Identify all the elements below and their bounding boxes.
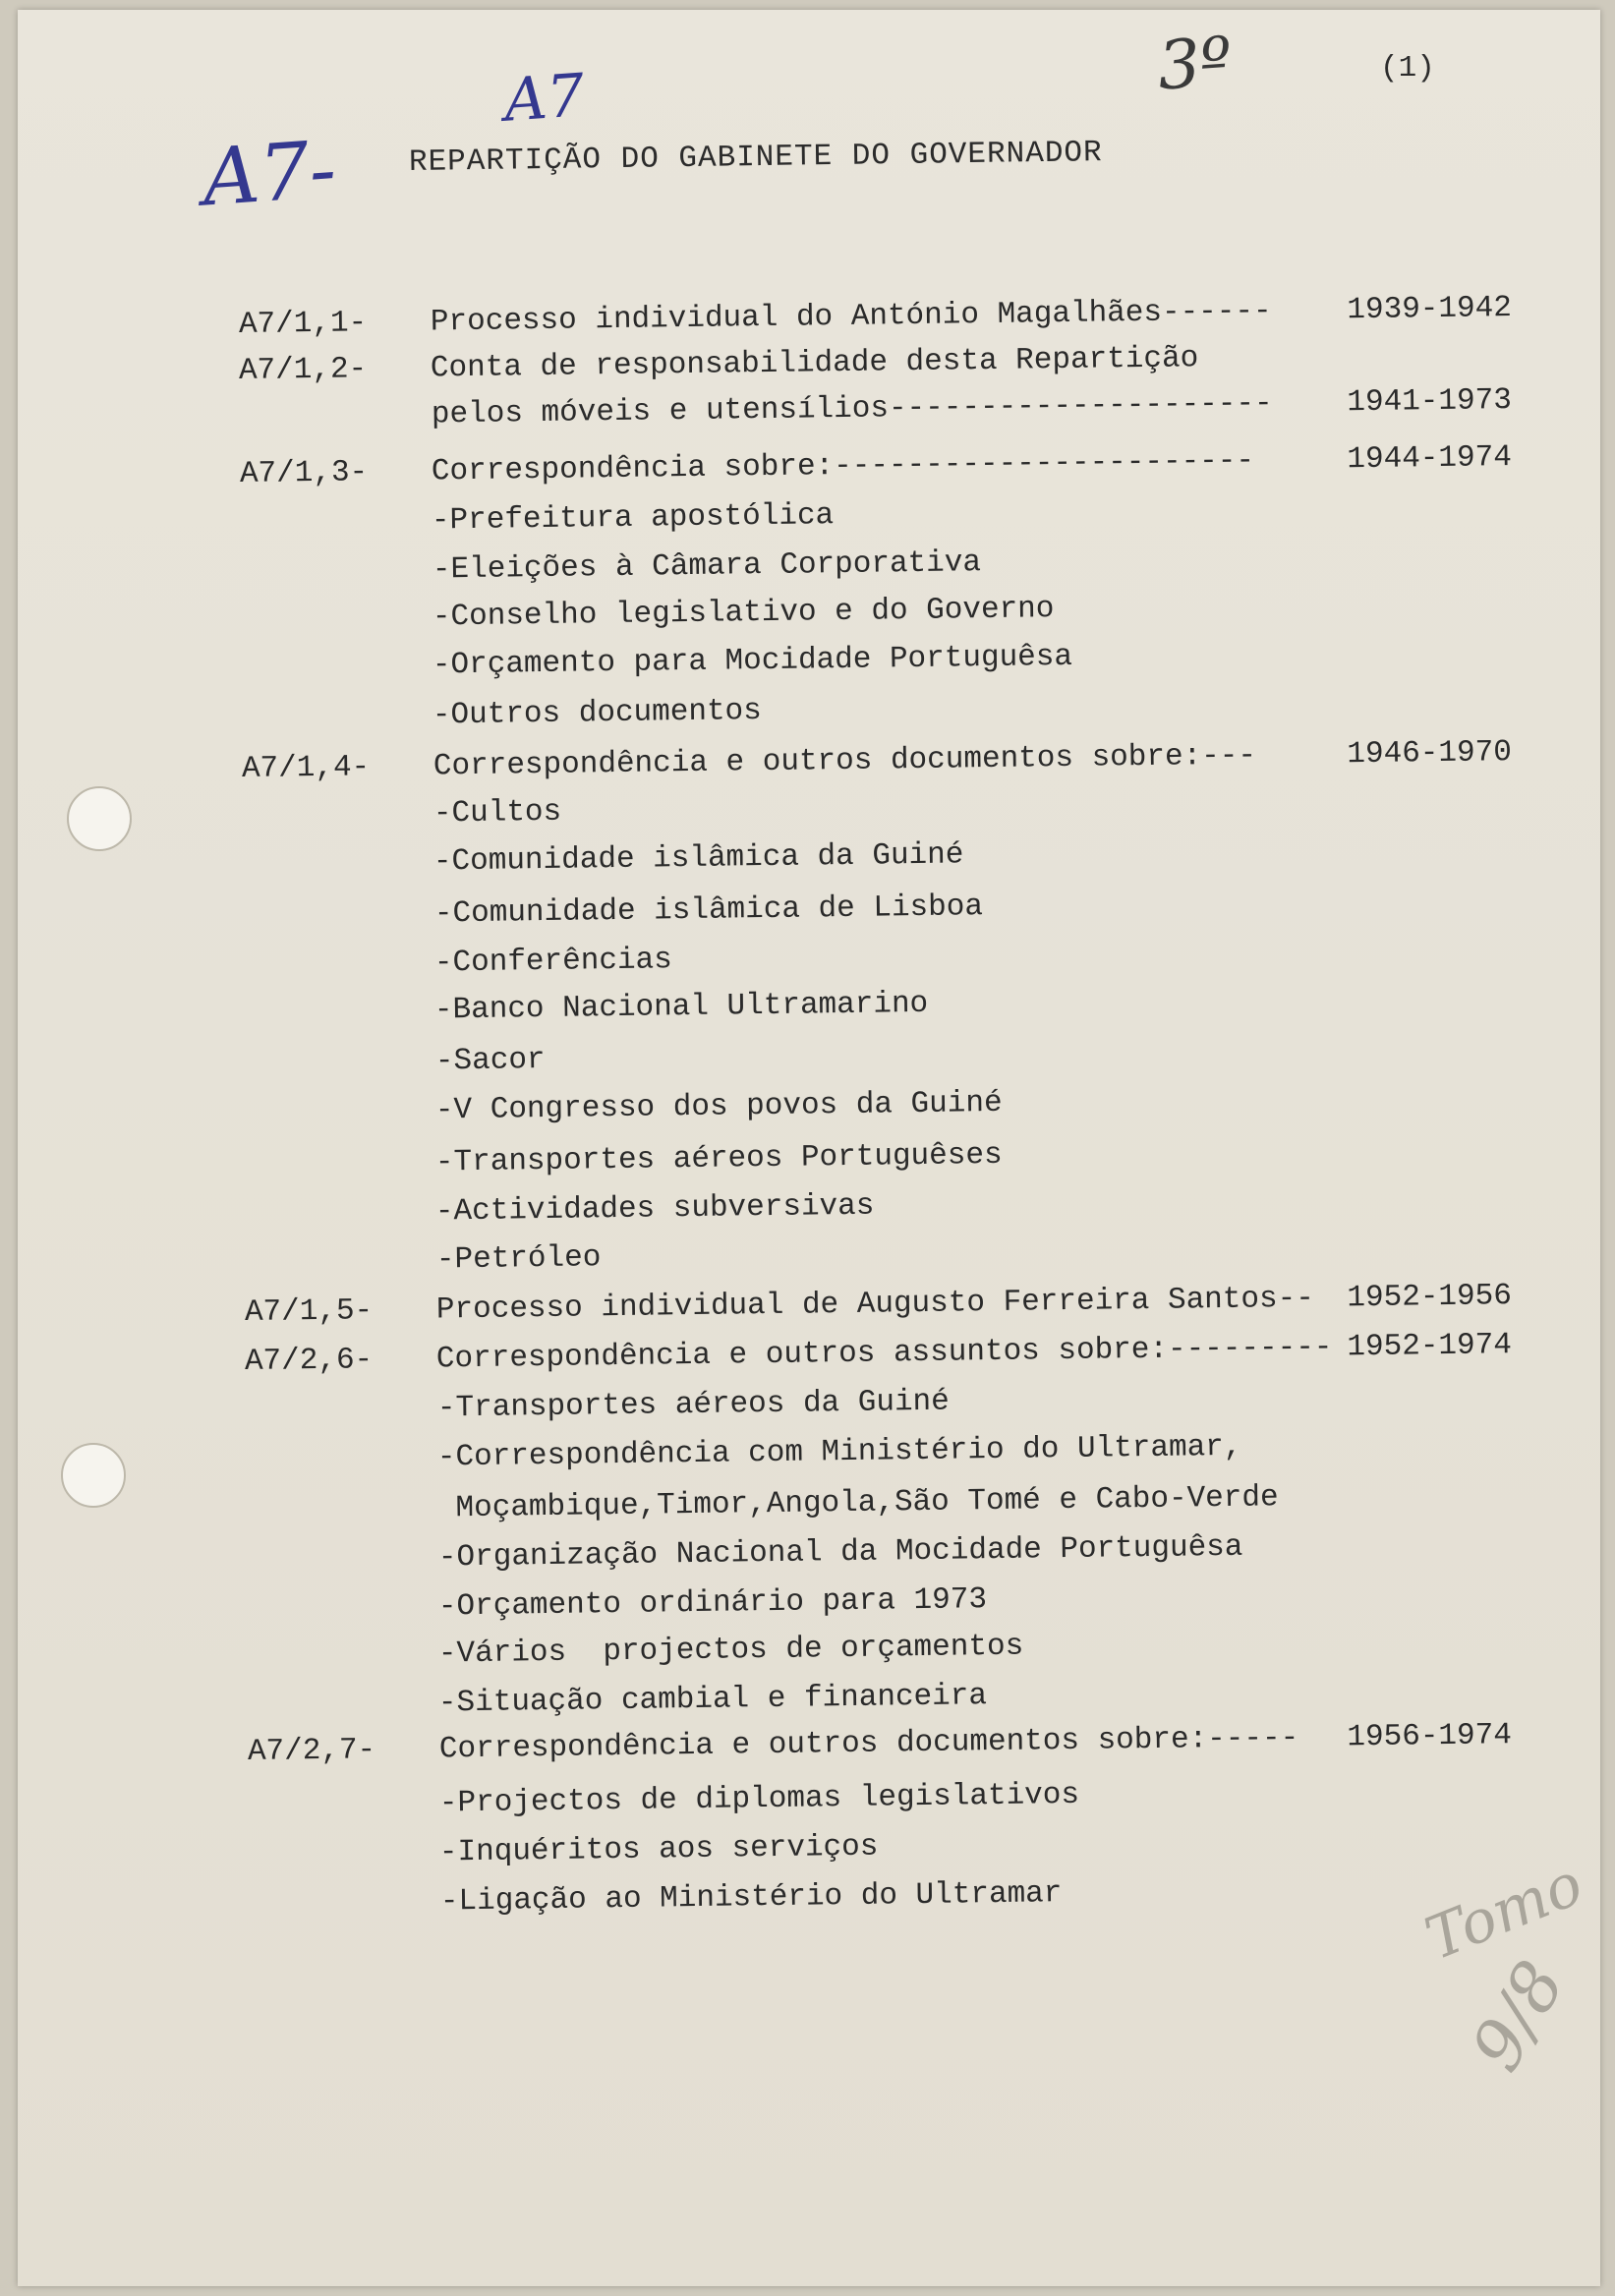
entry-line (246, 1426, 1512, 1482)
entry-years: 1952-1956 (1347, 1279, 1513, 1316)
entry-text: -Eleições à Câmara Corporativa (432, 545, 982, 588)
entry-text: -Actividades subversivas (434, 1188, 875, 1230)
entry-code (248, 1836, 395, 1838)
entry-code: A7/1,1- (238, 306, 368, 342)
entry-line (247, 1576, 1512, 1632)
entry-code (240, 398, 387, 400)
entry-line (249, 1870, 1512, 1926)
entry-text: -Ligação ao Ministério do Ultramar (439, 1876, 1063, 1920)
entry-code (243, 994, 390, 996)
entry-code (246, 1492, 393, 1494)
entry-line (240, 489, 1512, 545)
entry-text: -Petróleo (435, 1240, 602, 1278)
entry-code: A7/1,2- (238, 352, 368, 388)
entry-text: -Transportes aéreos Portuguêses (434, 1137, 1003, 1180)
entry-text: Moçambique,Timor,Angola,São Tomé e Cabo-Verde (436, 1480, 1279, 1526)
entry-text: -Vários projectos de orçamentos (437, 1629, 1024, 1672)
entry-text: -Prefeitura apostólica (431, 498, 835, 539)
entry-code (244, 1146, 391, 1148)
entry-code (249, 1885, 396, 1887)
entry-code (246, 1392, 393, 1394)
entry-line (241, 684, 1512, 740)
entry-line (247, 1623, 1512, 1679)
entry-text: -Inquéritos aos serviços (438, 1829, 879, 1870)
entry-line (241, 634, 1512, 690)
entry-code (244, 1195, 391, 1197)
entry-years: 1941-1973 (1347, 383, 1513, 421)
page-number: (1) (1380, 51, 1435, 86)
entry-code (242, 845, 389, 847)
pencil-note-2: 9/8 (1455, 1947, 1581, 2085)
entry-code (244, 1045, 391, 1047)
entry-text: -Outros documentos (432, 694, 763, 733)
entry-line (247, 1526, 1512, 1582)
entry-text: -Cultos (433, 794, 562, 832)
entry-line (239, 291, 1512, 347)
entry-text: Correspondência e outros documentos sobre:--- (433, 738, 1257, 784)
entry-text: -Banco Nacional Ultramarino (433, 986, 929, 1028)
entry-code (245, 1243, 392, 1245)
entry-text: -Situação cambial e financeira (437, 1679, 988, 1721)
handwritten-code-left: A7- (199, 123, 339, 224)
entry-text: -Comunidade islâmica da Guiné (433, 837, 964, 880)
entry-text: -Comunidade islâmica de Lisboa (433, 890, 984, 932)
entry-text: Conta de responsabilidade desta Repartição (430, 341, 1199, 386)
entry-line (248, 1772, 1512, 1828)
entry-code (241, 649, 388, 651)
entry-line (244, 1079, 1512, 1135)
entry-code (247, 1687, 394, 1689)
entry-text: -Projectos de diplomas legislativos (438, 1777, 1080, 1821)
entry-text: Correspondência e outros documentos sobre:----- (438, 1721, 1299, 1767)
entry-line (244, 1131, 1512, 1187)
entry-line (240, 383, 1512, 439)
entry-code (240, 504, 387, 506)
entry-text: Processo individual de Augusto Ferreira Santos-- (435, 1281, 1315, 1328)
handwritten-code-top: A7 (501, 61, 587, 136)
entry-text: -Conferências (433, 943, 673, 981)
entry-text: -V Congresso dos povos da Guiné (434, 1085, 1003, 1128)
entry-text: -Sacor (434, 1042, 546, 1079)
entry-line (239, 337, 1512, 393)
entry-line (246, 1477, 1512, 1533)
entry-code (246, 1441, 393, 1443)
entry-line (242, 782, 1512, 838)
entry-text: Processo individual do António Magalhães------ (430, 294, 1272, 340)
entry-code (247, 1590, 394, 1592)
entry-line (247, 1672, 1512, 1728)
pencil-note-1: Tomo (1415, 1849, 1592, 1975)
entry-years: 1956-1974 (1347, 1718, 1513, 1755)
entry-code (247, 1541, 394, 1543)
entry-line (246, 1377, 1512, 1433)
entry-years: 1952-1974 (1347, 1328, 1513, 1365)
entry-line (243, 883, 1512, 939)
entry-line (243, 932, 1512, 988)
handwritten-page-mark: 3º (1155, 23, 1235, 106)
punch-hole-top (67, 786, 132, 851)
entry-line (244, 1180, 1512, 1236)
entry-text: -Conselho legislativo e do Governo (432, 592, 1055, 635)
entry-text: -Orçamento ordinário para 1973 (437, 1582, 988, 1625)
entry-line (245, 1229, 1512, 1285)
entry-years: 1946-1970 (1347, 735, 1513, 773)
document-page (18, 10, 1600, 2286)
entry-years: 1939-1942 (1347, 291, 1513, 328)
entry-text: Correspondência e outros assuntos sobre:--------- (435, 1330, 1333, 1377)
entry-line (243, 979, 1512, 1035)
entry-code (244, 1094, 391, 1096)
entry-code (248, 1787, 395, 1789)
entry-text: -Orçamento para Mocidade Portuguêsa (432, 639, 1073, 683)
entry-code: A7/1,4- (241, 750, 371, 786)
entry-code: A7/2,7- (247, 1733, 376, 1769)
entry-code (242, 797, 389, 799)
entry-text: -Transportes aéreos da Guiné (436, 1384, 951, 1426)
entry-text: -Organização Nacional da Mocidade Portuguêsa (437, 1529, 1243, 1576)
entry-line (245, 1328, 1512, 1384)
entry-code (241, 553, 388, 555)
entry-code (243, 947, 390, 948)
entry-code (247, 1637, 394, 1639)
entry-years: 1944-1974 (1347, 440, 1513, 478)
entry-code: A7/1,3- (239, 455, 369, 491)
entry-code (243, 897, 390, 899)
entry-code: A7/2,6- (244, 1343, 374, 1379)
entry-line (244, 1030, 1512, 1086)
entry-code (241, 699, 388, 701)
punch-hole-bottom (61, 1443, 126, 1508)
entry-line (242, 735, 1512, 791)
entry-text: pelos móveis e utensílios--------------------- (431, 386, 1273, 432)
entry-line (248, 1821, 1512, 1877)
entry-line (241, 539, 1512, 595)
entry-line (241, 586, 1512, 642)
entry-code (241, 601, 388, 603)
entry-text: -Correspondência com Ministério do Ultramar, (436, 1429, 1242, 1475)
entry-line (248, 1718, 1512, 1774)
entry-line (240, 440, 1512, 496)
entry-code: A7/1,5- (244, 1293, 374, 1330)
page-title: REPARTIÇÃO DO GABINETE DO GOVERNADOR (408, 136, 1103, 180)
entry-text: Correspondência sobre:----------------------- (431, 443, 1255, 489)
entry-line (245, 1279, 1512, 1335)
entry-line (242, 831, 1512, 887)
